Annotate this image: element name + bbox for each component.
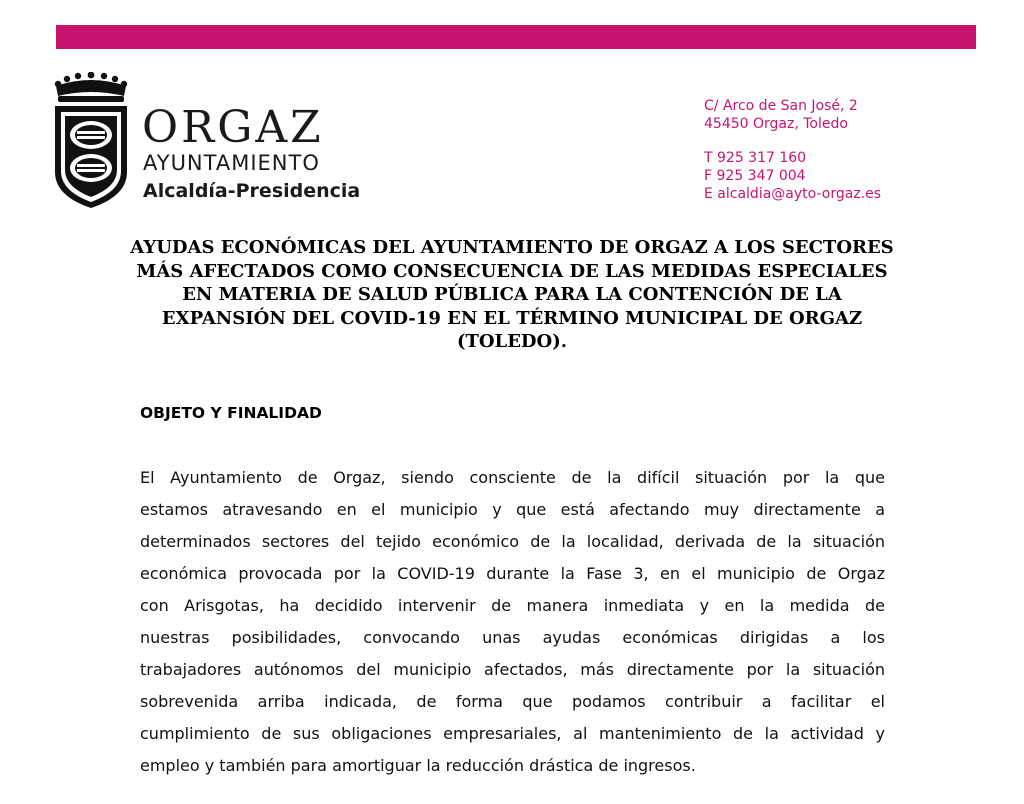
title-line: EXPANSIÓN DEL COVID-19 EN EL TÉRMINO MUNICIPAL DE ORGAZ bbox=[161, 307, 863, 329]
body-paragraph bbox=[140, 462, 885, 782]
body-line: determinados sectores del tejido económico de la localidad, derivada de la situación bbox=[140, 532, 885, 551]
body-line: El Ayuntamiento de Orgaz, siendo consciente de la difícil situación por la que bbox=[140, 468, 885, 487]
org-department: Alcaldía-Presidencia bbox=[143, 180, 361, 202]
document-title bbox=[96, 236, 928, 354]
title-line: AYUDAS ECONÓMICAS DEL AYUNTAMIENTO DE ORGAZ A LOS SECTORES bbox=[130, 237, 894, 258]
title-line: EN MATERIA DE SALUD PÚBLICA PARA LA CONTENCIÓN DE LA bbox=[182, 284, 842, 305]
address-line-2: 45450 Orgaz, Toledo bbox=[704, 116, 848, 132]
body-line: nuestras posibilidades, convocando unas ayudas económicas dirigidas a los bbox=[140, 628, 885, 647]
contact-phone: T 925 317 160 bbox=[704, 150, 807, 166]
org-subtitle: AYUNTAMIENTO bbox=[143, 151, 320, 175]
body-line: cumplimiento de sus obligaciones empresariales, al mantenimiento de la actividad y bbox=[140, 724, 885, 743]
title-line: (TOLEDO). bbox=[456, 331, 568, 352]
contact-fax: F 925 347 004 bbox=[704, 168, 806, 184]
municipal-coat-of-arms-icon bbox=[52, 72, 130, 210]
org-name: ORGAZ bbox=[142, 102, 324, 153]
header-accent-bar bbox=[56, 25, 976, 49]
body-line: estamos atravesando en el municipio y que está afectando muy directamente a bbox=[140, 500, 885, 519]
body-line: sobrevenida arriba indicada, de forma que podamos contribuir a facilitar el bbox=[140, 692, 885, 711]
contact-email: E alcaldia@ayto-orgaz.es bbox=[704, 186, 882, 202]
contact-spacer bbox=[704, 133, 881, 149]
address-line-1: C/ Arco de San José, 2 bbox=[704, 98, 858, 114]
body-line: trabajadores autónomos del municipio afectados, más directamente por la situación bbox=[140, 660, 885, 679]
contact-block bbox=[704, 97, 881, 203]
section-heading: OBJETO Y FINALIDAD bbox=[140, 404, 322, 422]
body-line: con Arisgotas, ha decidido intervenir de manera inmediata y en la medida de bbox=[140, 596, 885, 615]
title-line: MÁS AFECTADOS COMO CONSECUENCIA DE LAS MEDIDAS ESPECIALES bbox=[136, 260, 888, 282]
body-line: económica provocada por la COVID-19 durante la Fase 3, en el municipio de Orgaz bbox=[140, 564, 885, 583]
body-line: empleo y también para amortiguar la reducción drástica de ingresos. bbox=[140, 756, 696, 775]
